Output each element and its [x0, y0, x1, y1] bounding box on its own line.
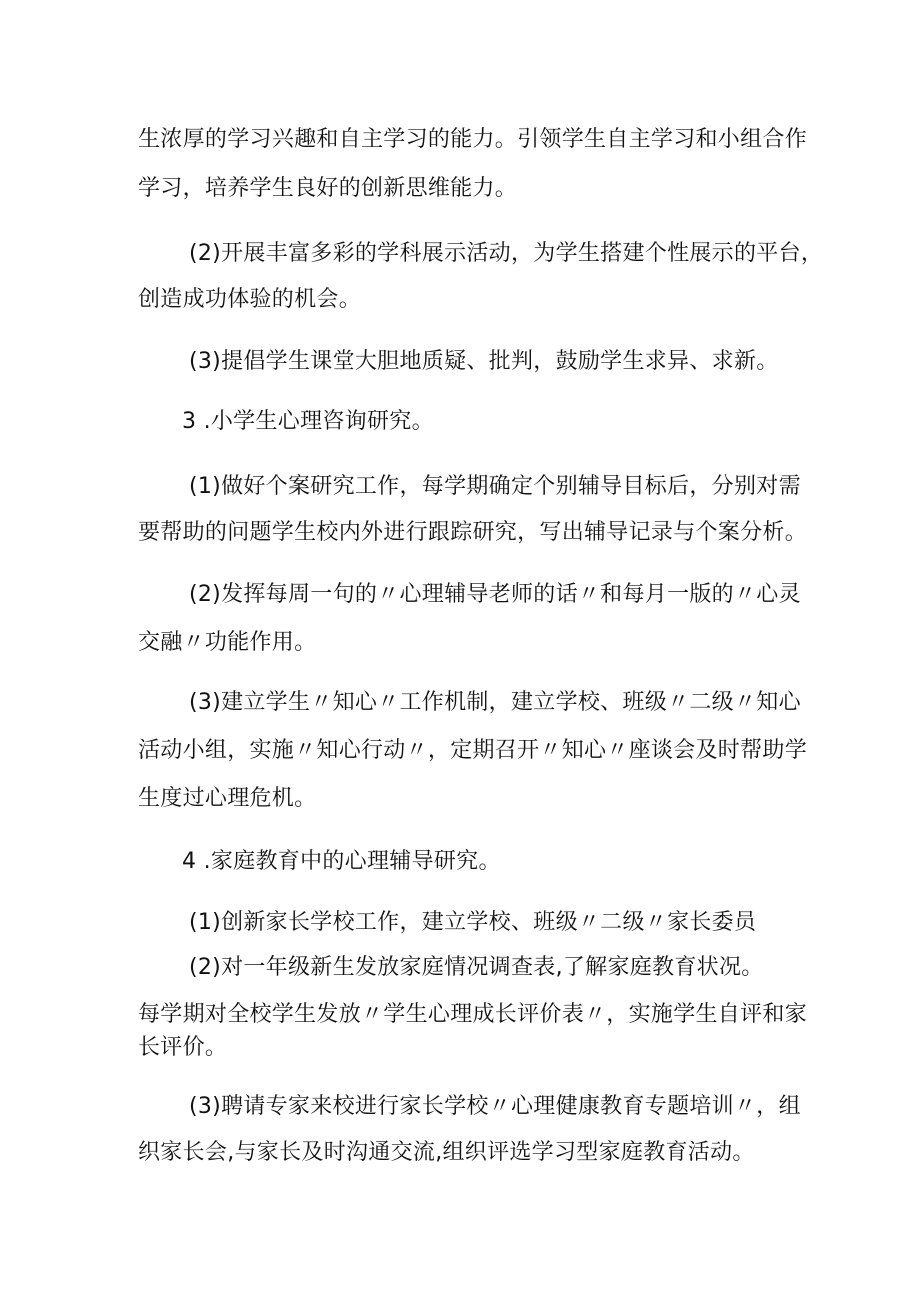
- paragraph-line-18: 长评价。: [138, 1035, 228, 1060]
- paragraph-line-7: (1)做好个案研究工作，每学期确定个别辅导目标后，分别对需: [189, 474, 801, 499]
- paragraph-line-16: (2)对一年级新生发放家庭情况调查表,了解家庭教育状况。: [189, 955, 764, 980]
- section-heading-3: 3 .小学生心理咨询研究。: [182, 409, 434, 434]
- paragraph-line-19: (3)聘请专家来校进行家长学校〃心理健康教育专题培训〃，组: [189, 1094, 801, 1119]
- paragraph-line-11: (3)建立学生〃知心〃工作机制，建立学校、班级〃二级〃知心: [189, 690, 801, 715]
- paragraph-line-20: 织家长会,与家长及时沟通交流,组织评选学习型家庭教育活动。: [138, 1140, 755, 1165]
- paragraph-line-10: 交融〃功能作用。: [138, 630, 317, 655]
- paragraph-line-15: (1)创新家长学校工作，建立学校、班级〃二级〃家长委员: [189, 910, 757, 935]
- paragraph-line-12: 活动小组，实施〃知心行动〃，定期召开〃知心〃座谈会及时帮助学: [138, 738, 808, 763]
- paragraph-line-4: 创造成功体验的机会。: [138, 287, 362, 312]
- paragraph-line-2: 学习，培养学生良好的创新思维能力。: [138, 176, 518, 201]
- paragraph-line-5: (3)提倡学生课堂大胆地质疑、批判，鼓励学生求异、求新。: [189, 349, 779, 374]
- paragraph-line-3: (2)开展丰富多彩的学科展示活动，为学生搭建个性展示的平台，: [189, 241, 824, 266]
- paragraph-line-17: 每学期对全校学生发放〃学生心理成长评价表〃，实施学生自评和家: [138, 1002, 808, 1027]
- paragraph-line-9: (2)发挥每周一句的〃心理辅导老师的话〃和每月一版的〃心灵: [189, 582, 801, 607]
- paragraph-line-1: 生浓厚的学习兴趣和自主学习的能力。引领学生自主学习和小组合作: [138, 127, 808, 152]
- section-heading-4: 4 .家庭教育中的心理辅导研究。: [182, 849, 501, 874]
- paragraph-line-13: 生度过心理危机。: [138, 786, 317, 811]
- paragraph-line-8: 要帮助的问题学生校内外进行跟踪研究，写出辅导记录与个案分析。: [138, 520, 808, 545]
